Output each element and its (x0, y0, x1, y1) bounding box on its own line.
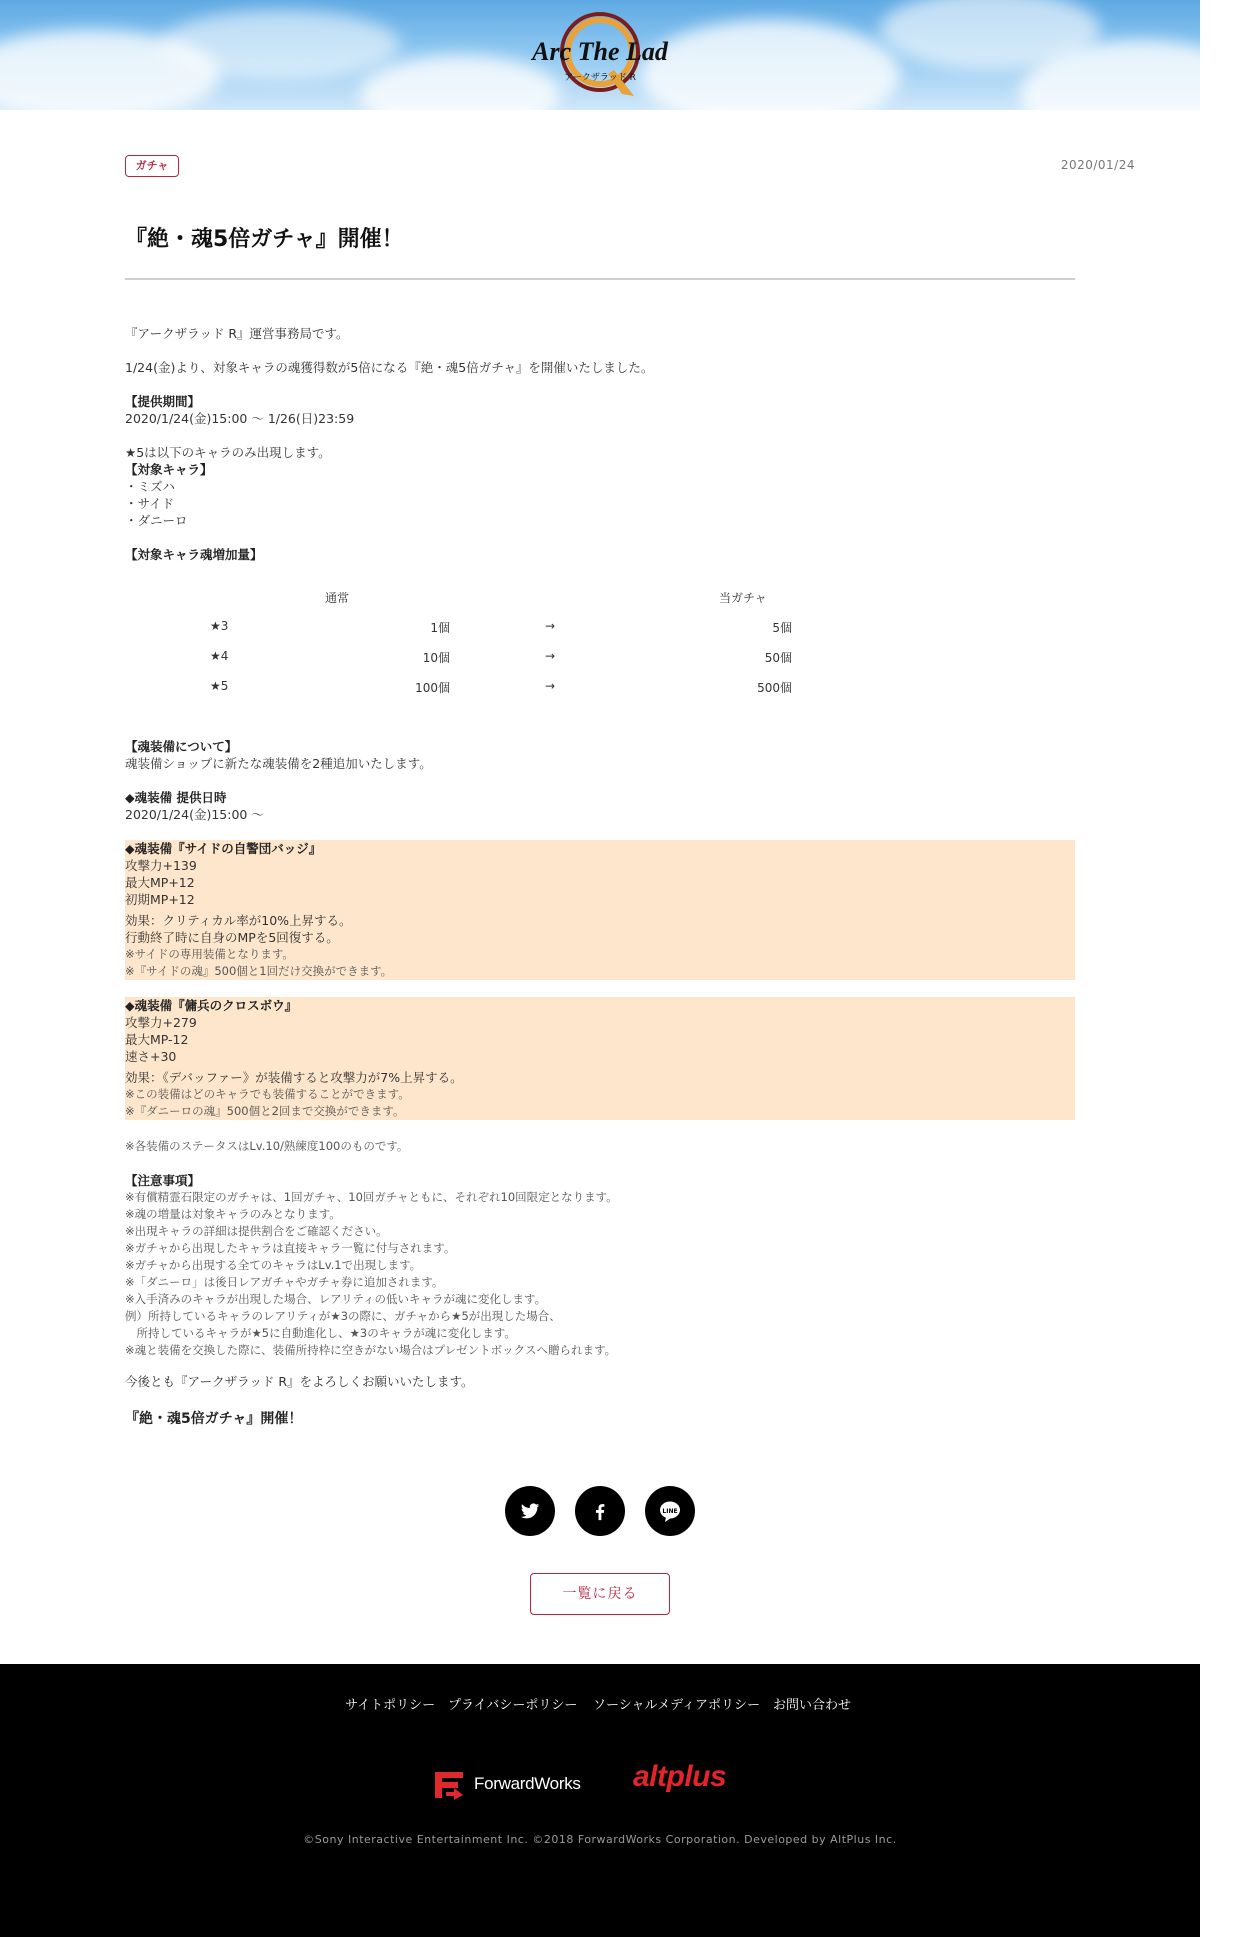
footer-article-title: 『絶・魂5倍ガチャ』開催！ (125, 1411, 303, 1427)
increase-heading: 【対象キャラ魂増加量】 (125, 547, 263, 562)
table-arrow: → (545, 619, 556, 633)
soul-heading: 【魂装備について】 (125, 739, 238, 754)
caution-item: 所持しているキャラが★5に自動進化し、★3のキャラが魂に変化します。 (125, 1326, 516, 1340)
footer-link-social-media-policy[interactable]: ソーシャルメディアポリシー (593, 1698, 761, 1713)
back-to-list-button[interactable]: 一覧に戻る (530, 1573, 670, 1615)
article-title: 『絶・魂5倍ガチャ』開催！ (125, 227, 404, 252)
equip-note: ※『サイドの魂』500個と1回だけ交換ができます。 (125, 964, 393, 978)
svg-text:アークザラッド R: アークザラッド R (564, 73, 636, 83)
caution-item: ※魂と装備を交換した際に、装備所持枠に空きがない場合はプレゼントボックスへ贈られます。 (125, 1343, 617, 1357)
closing-text: 今後とも『アークザラッド R』をよろしくお願いいたします。 (125, 1374, 474, 1389)
table-normal: 100個 (415, 681, 450, 695)
equip-stat: 攻撃力+279 (125, 1015, 197, 1030)
table-arrow: → (545, 679, 556, 693)
footer-link-privacy-policy[interactable]: プライバシーポリシー (448, 1698, 578, 1713)
table-gacha: 500個 (757, 681, 792, 695)
status-note: ※各装備のステータスはLv.10/熟練度100のものです。 (125, 1139, 409, 1153)
equip-stat: 速さ+30 (125, 1049, 177, 1064)
svg-text:Arc The Lad: Arc The Lad (532, 37, 668, 66)
copyright-text: ©Sony Interactive Entertainment Inc. ©2018 ForwardWorks Corporation. Developed by AltPlus Inc. (303, 1833, 897, 1846)
article-date: 2020/01/24 (1060, 158, 1135, 172)
altplus-logo[interactable]: altplus (633, 1760, 727, 1793)
forwardworks-wordmark: ForwardWorks (474, 1774, 581, 1793)
table-gacha: 50個 (764, 651, 792, 665)
forwardworks-mark-icon (432, 1768, 466, 1800)
table-header-normal: 通常 (325, 591, 350, 605)
footer-link-contact[interactable]: お問い合わせ (773, 1698, 852, 1713)
caution-item: ※ガチャから出現する全てのキャラはLv.1で出現します。 (125, 1258, 422, 1272)
title-divider (125, 278, 1075, 280)
table-rarity: ★3 (210, 619, 229, 633)
twitter-share-button[interactable] (505, 1486, 555, 1536)
soul-date: 2020/1/24(金)15:00 ～ (125, 807, 264, 822)
equip-stat: 初期MP+12 (125, 892, 195, 907)
star5-note: ★5は以下のキャラのみ出現します。 (125, 445, 331, 460)
equip-box-1 (125, 840, 1075, 980)
line-share-button[interactable] (645, 1486, 695, 1536)
target-item: ・サイド (125, 496, 175, 511)
table-rarity: ★5 (210, 679, 229, 693)
caution-item: ※入手済みのキャラが出現した場合、レアリティの低いキャラが魂に変化します。 (125, 1292, 547, 1306)
equip-box-2 (125, 997, 1075, 1120)
table-arrow: → (545, 649, 556, 663)
target-heading: 【対象キャラ】 (125, 462, 213, 477)
target-item: ・ダニーロ (125, 513, 188, 528)
line-icon (657, 1498, 683, 1524)
equip-effect: 効果：《デバッファー》が装備すると攻撃力が7%上昇する。 (125, 1070, 463, 1085)
equip-effect: 効果：クリティカル率が10%上昇する。 (125, 913, 352, 928)
caution-item: ※ガチャから出現したキャラは直接キャラ一覧に付与されます。 (125, 1241, 456, 1255)
arc-the-lad-logo[interactable] (532, 8, 668, 102)
intro-text: 『アークザラッド R』運営事務局です。 (125, 326, 349, 341)
facebook-icon (589, 1500, 611, 1522)
footer-link-site-policy[interactable]: サイトポリシー (345, 1698, 436, 1713)
svg-text:LINE: LINE (662, 1508, 678, 1515)
equip-stat: 最大MP-12 (125, 1032, 189, 1047)
table-gacha: 5個 (772, 621, 792, 635)
caution-item: ※魂の増量は対象キャラのみとなります。 (125, 1207, 341, 1221)
equip-stat: 攻撃力+139 (125, 858, 197, 873)
period-heading: 【提供期間】 (125, 394, 201, 409)
equip-note: ※『ダニーロの魂』500個と2回まで交換ができます。 (125, 1104, 405, 1118)
table-rarity: ★4 (210, 649, 229, 663)
soul-text: 魂装備ショップに新たな魂装備を2種追加いたします。 (125, 756, 432, 771)
equip-name: ◆魂装備『傭兵のクロスボウ』 (125, 998, 298, 1013)
twitter-icon (519, 1500, 541, 1522)
equip-effect: 行動終了時に自身のMPを5回復する。 (125, 930, 339, 945)
table-normal: 1個 (430, 621, 450, 635)
caution-item: ※「ダニーロ」は後日レアガチャやガチャ券に追加されます。 (125, 1275, 444, 1289)
caution-heading: 【注意事項】 (125, 1173, 201, 1188)
intro-text-2: 1/24(金)より、対象キャラの魂獲得数が5倍になる『絶・魂5倍ガチャ』を開催いたしました。 (125, 360, 654, 375)
equip-name: ◆魂装備『サイドの自警団バッジ』 (125, 841, 322, 856)
equip-note: ※サイドの専用装備となります。 (125, 947, 294, 961)
target-item: ・ミズハ (125, 479, 176, 494)
header-banner (0, 0, 1200, 110)
category-tag[interactable]: ガチャ (125, 155, 179, 177)
caution-item: ※有償精霊石限定のガチャは、1回ガチャ、10回ガチャともに、それぞれ10回限定となります。 (125, 1190, 618, 1204)
table-normal: 10個 (422, 651, 450, 665)
table-header-gacha: 当ガチャ (719, 591, 767, 605)
facebook-share-button[interactable] (575, 1486, 625, 1536)
equip-note: ※この装備はどのキャラでも装備することができます。 (125, 1087, 410, 1101)
equip-stat: 最大MP+12 (125, 875, 195, 890)
caution-item: 例）所持しているキャラのレアリティが★3の際に、ガチャから★5が出現した場合、 (125, 1309, 561, 1323)
caution-item: ※出現キャラの詳細は提供割合をご確認ください。 (125, 1224, 388, 1238)
period-text: 2020/1/24(金)15:00 ～ 1/26(日)23:59 (125, 411, 355, 426)
forwardworks-logo[interactable] (432, 1768, 592, 1800)
soul-date-heading: ◆魂装備 提供日時 (125, 790, 227, 805)
